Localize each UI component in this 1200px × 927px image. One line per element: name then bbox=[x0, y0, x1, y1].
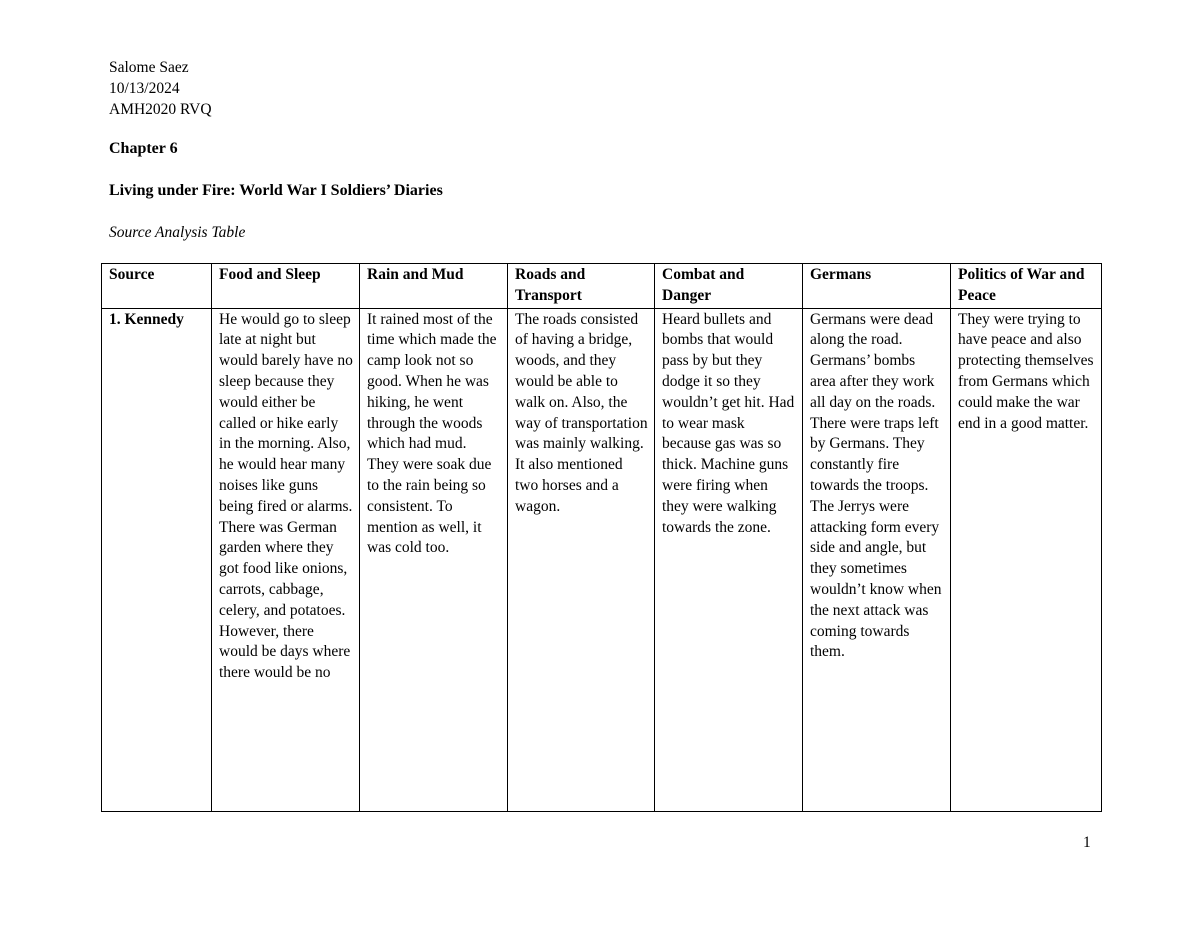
column-header-roads-and-transport: Roads and Transport bbox=[508, 264, 655, 309]
cell-politics-of-war-and-peace: They were trying to have peace and also protecting themselves from Germans which could make the war end in a good matter. bbox=[951, 308, 1102, 811]
page-number: 1 bbox=[1083, 834, 1091, 851]
column-header-food-and-sleep: Food and Sleep bbox=[212, 264, 360, 309]
cell-source: 1. Kennedy bbox=[102, 308, 212, 811]
source-analysis-table bbox=[101, 263, 1102, 812]
cell-roads-and-transport: The roads consisted of having a bridge, woods, and they would be able to walk on. Also, the way of transportation was mainly walking. It also mentioned two horses and a wagon. bbox=[508, 308, 655, 811]
document-title: Living under Fire: World War I Soldiers’ Diaries bbox=[109, 182, 443, 199]
document-date: 10/13/2024 bbox=[109, 80, 180, 97]
author-name: Salome Saez bbox=[109, 59, 189, 76]
column-header-politics-of-war-and-peace: Politics of War and Peace bbox=[951, 264, 1102, 309]
column-header-germans: Germans bbox=[803, 264, 951, 309]
table-header-row bbox=[102, 264, 1102, 309]
column-header-combat-and-danger: Combat and Danger bbox=[655, 264, 803, 309]
table-caption: Source Analysis Table bbox=[109, 224, 246, 241]
course-code: AMH2020 RVQ bbox=[109, 101, 212, 118]
document-header bbox=[109, 57, 212, 120]
column-header-rain-and-mud: Rain and Mud bbox=[360, 264, 508, 309]
cell-rain-and-mud: It rained most of the time which made the camp look not so good. When he was hiking, he went through the woods which had mud. They were soak due to the rain being so consistent. To mention as well, it was cold too. bbox=[360, 308, 508, 811]
table-row bbox=[102, 308, 1102, 811]
cell-food-and-sleep: He would go to sleep late at night but would barely have no sleep because they would either be called or hike early in the morning. Also, he would hear many noises like guns being fired or alarms. There was German garden where they got food like onions, carrots, cabbage, celery, and potatoes. However, there would be days where there would be no bbox=[212, 308, 360, 811]
cell-germans: Germans were dead along the road. Germans’ bombs area after they work all day on the roads. There were traps left by Germans. They constantly fire towards the troops. The Jerrys were attacking form every side and angle, but they sometimes wouldn’t know when the next attack was coming towards them. bbox=[803, 308, 951, 811]
cell-combat-and-danger: Heard bullets and bombs that would pass by but they dodge it so they wouldn’t get hit. Had to wear mask because gas was so thick. Machine guns were firing when they were walking towards the zone. bbox=[655, 308, 803, 811]
chapter-heading: Chapter 6 bbox=[109, 140, 178, 157]
column-header-source: Source bbox=[102, 264, 212, 309]
